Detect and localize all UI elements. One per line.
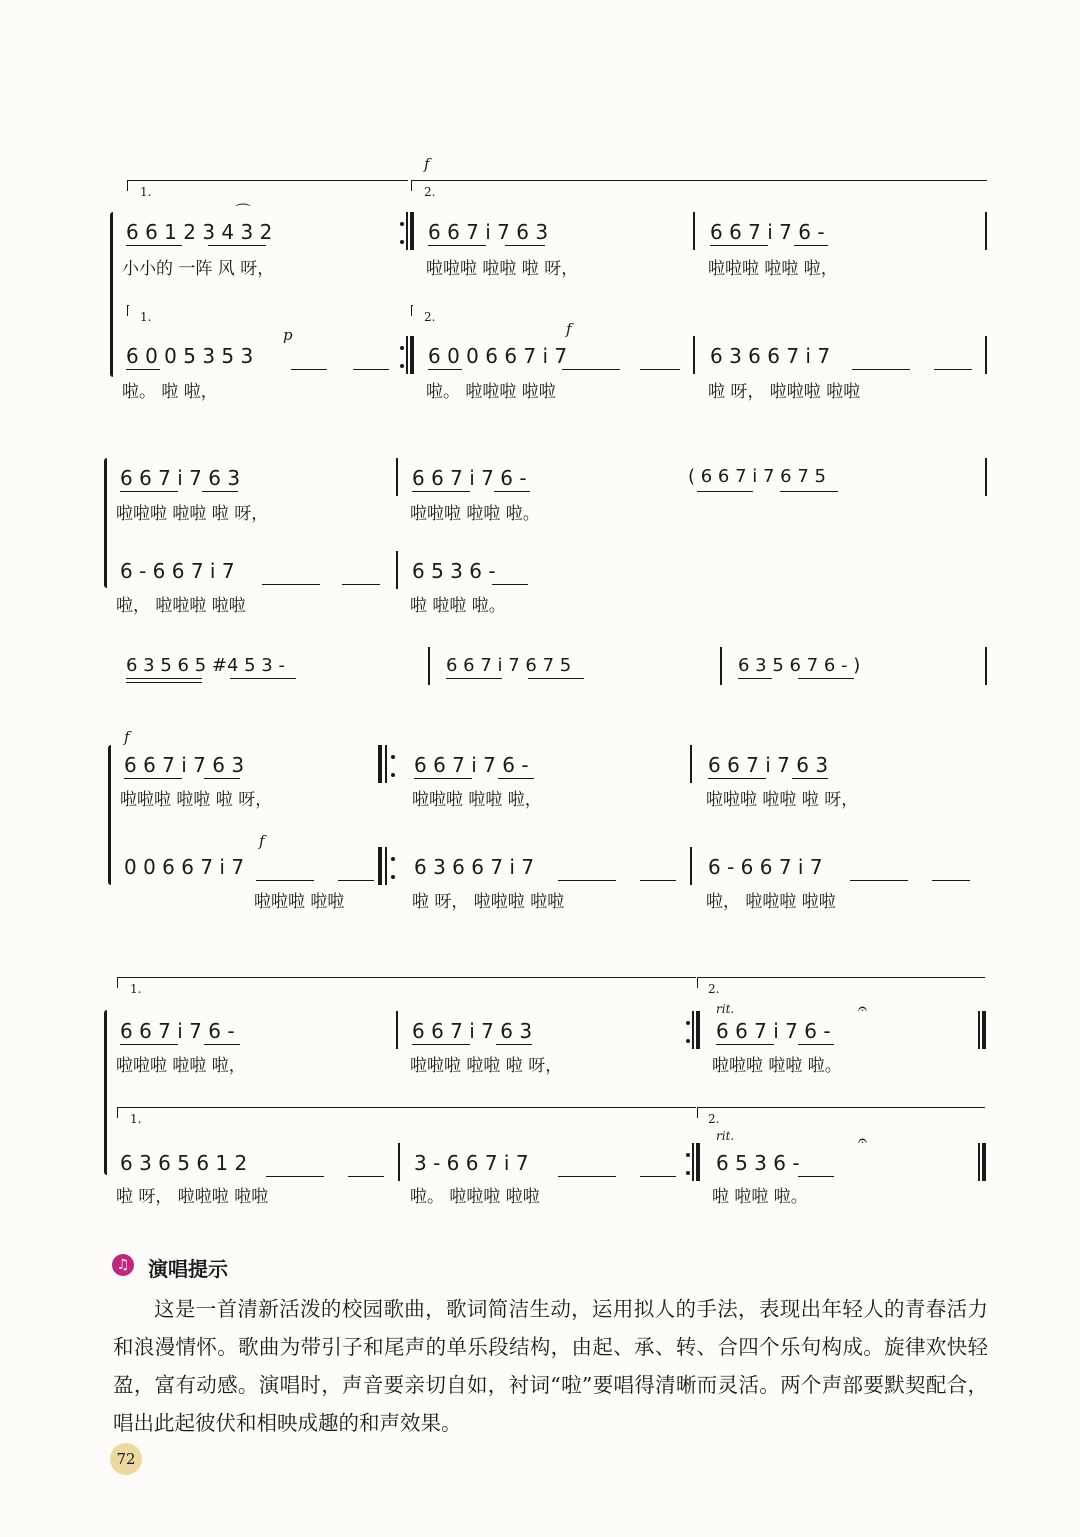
volta-bracket-2 — [697, 977, 985, 988]
dynamic-piano: p — [283, 326, 293, 344]
barline — [396, 1011, 398, 1049]
volta-label-2: 2. — [708, 982, 720, 996]
beam-line — [738, 678, 772, 679]
upper-lyrics-1: 啦啦啦 啦啦 啦 呀， — [120, 790, 273, 810]
barline — [978, 1011, 980, 1049]
barline — [692, 1143, 694, 1181]
barline — [690, 745, 692, 783]
beam-line — [291, 369, 327, 370]
fermata-icon: 𝄐 — [858, 999, 867, 1018]
upper-lyrics-1: 啦啦啦 啦啦 啦， — [116, 1056, 246, 1076]
upper-lyrics-3: 啦啦啦 啦啦 啦 呀， — [706, 790, 859, 810]
beam-line — [120, 1044, 178, 1045]
beam-line — [932, 880, 970, 881]
section-heading: 演唱提示 — [148, 1257, 228, 1281]
beam-line — [505, 245, 545, 246]
volta-label-lower-2: 2. — [424, 310, 436, 324]
system-brace — [110, 212, 113, 377]
upper-notes-measure-1: 6 6 7 i 7 6 - — [120, 1019, 235, 1043]
beam-line — [716, 1044, 774, 1045]
barline — [396, 458, 398, 496]
barline — [985, 336, 987, 374]
beam-line — [202, 491, 238, 492]
beam-line — [126, 245, 182, 246]
repeat-dots — [400, 346, 404, 368]
beam-line — [208, 245, 266, 246]
barline — [406, 212, 408, 250]
interlude-notes-start: ( 6 6 7 i 7 6 7 5 — [688, 466, 826, 487]
lower-notes-measure-2: 6 5 3 6 - — [412, 559, 496, 583]
volta-bracket-1 — [117, 977, 696, 988]
beam-line — [256, 880, 314, 881]
final-barline — [982, 1011, 986, 1049]
repeat-dots — [686, 1153, 690, 1175]
ritardando-mark-lower: rit. — [716, 1129, 735, 1143]
page-number: 72 — [110, 1443, 142, 1475]
lower-lyrics-1: 啦， 啦啦啦 啦啦 — [116, 596, 246, 616]
lower-lyrics-1: 啦。 啦 啦， — [122, 382, 218, 402]
beam-line — [492, 584, 528, 585]
beam-line — [348, 1176, 384, 1177]
beam-line — [446, 678, 502, 679]
barline — [720, 647, 722, 685]
beam-line — [126, 678, 202, 679]
barline — [692, 1011, 694, 1049]
beam-line — [792, 778, 828, 779]
lower-lyrics-2: 啦。 啦啦啦 啦啦 — [426, 382, 556, 402]
barline — [985, 212, 987, 250]
volta-bracket-lower-2 — [697, 1107, 985, 1118]
repeat-dots — [686, 1021, 690, 1043]
upper-lyrics-3: 啦啦啦 啦啦 啦。 — [712, 1056, 842, 1076]
beam-line — [120, 491, 178, 492]
upper-notes-measure-2: 6 6 7 i 7 6 - — [414, 753, 529, 777]
lower-notes-measure-2: 6 0 0 6 6 7 i 7 — [428, 344, 568, 368]
lower-notes-measure-1: 6 - 6 6 7 i 7 — [120, 559, 235, 583]
dynamic-forte-lower: f — [259, 832, 265, 850]
volta-bracket-lower-2 — [411, 305, 413, 316]
volta-label-2: 2. — [424, 185, 436, 199]
fermata-icon: 𝄐 — [858, 1131, 867, 1150]
beam-line — [496, 1044, 532, 1045]
barline — [985, 458, 987, 496]
volta-bracket-lower-1 — [127, 305, 129, 316]
lower-notes-measure-3: 6 3 6 6 7 i 7 — [710, 344, 831, 368]
barline-thick — [378, 847, 382, 885]
lower-lyrics-2: 啦。 啦啦啦 啦啦 — [410, 1187, 540, 1207]
beam-line — [562, 369, 620, 370]
upper-lyrics-2: 啦啦啦 啦啦 啦 呀， — [410, 1056, 563, 1076]
barline — [978, 1143, 980, 1181]
system-brace — [104, 458, 107, 588]
dynamic-forte: f — [124, 728, 130, 746]
upper-lyrics-3: 啦啦啦 啦啦 啦， — [708, 259, 838, 279]
lower-notes-measure-3: 6 - 6 6 7 i 7 — [708, 855, 823, 879]
lower-lyrics-1: 啦啦啦 啦啦 — [254, 892, 345, 912]
upper-lyrics-2: 啦啦啦 啦啦 啦。 — [410, 504, 540, 524]
beam-line — [266, 1176, 324, 1177]
beam-line — [342, 584, 380, 585]
barline-thick — [410, 212, 414, 250]
music-note-icon: ♫ — [112, 1254, 134, 1276]
repeat-dots — [391, 755, 395, 777]
beam-line — [262, 584, 320, 585]
volta-label-1: 1. — [140, 185, 152, 199]
beam-line — [414, 778, 472, 779]
barline — [428, 647, 430, 685]
beam-line — [428, 369, 462, 370]
dynamic-forte-lower: f — [566, 320, 572, 338]
upper-notes-measure-2: 6 6 7 i 7 6 3 — [412, 1019, 533, 1043]
beam-line — [934, 369, 972, 370]
lower-notes-measure-1: 6 0 0 5 3 5 3 — [126, 344, 254, 368]
beam-line — [850, 880, 908, 881]
repeat-dots — [400, 222, 404, 244]
beam-line — [852, 369, 910, 370]
beam-line — [428, 245, 486, 246]
barline — [385, 745, 387, 783]
barline-thick — [696, 1143, 700, 1181]
barline-thick — [696, 1011, 700, 1049]
lower-notes-measure-1: 6 3 6 5 6 1 2 — [120, 1151, 248, 1175]
lower-notes-measure-3: 6 5 3 6 - — [716, 1151, 800, 1175]
barline — [690, 847, 692, 885]
beam-line — [498, 778, 534, 779]
beam-line — [353, 369, 389, 370]
volta-bracket-lower-1 — [117, 1107, 696, 1118]
beam-line — [794, 245, 828, 246]
volta-label-1: 1. — [130, 982, 142, 996]
interlude-notes-measure-2: 6 6 7 i 7 6 7 5 — [446, 655, 572, 676]
dynamic-forte: f — [424, 155, 430, 173]
beam-line — [412, 491, 470, 492]
lower-lyrics-3: 啦， 啦啦啦 啦啦 — [706, 892, 836, 912]
final-barline — [982, 1143, 986, 1181]
beam-line — [798, 1176, 834, 1177]
singing-tips-paragraph: 这是一首清新活泼的校园歌曲，歌词简洁生动，运用拟人的手法，表现出年轻人的青春活力和浪漫情怀。歌曲为带引子和尾声的单乐段结构，由起、承、转、合四个乐句构成。旋律欢快轻盈，富有动感。演唱时，声音要亲切自如，衬词“啦”要唱得清晰而灵活。两个声部要默契配合，唱出此起彼伏和相映成趣的和声效果。 — [113, 1297, 988, 1435]
beam-line — [126, 682, 202, 683]
interlude-notes-measure-3: 6 3 5 6 7 6 - ) — [738, 655, 861, 676]
barline — [385, 847, 387, 885]
barline — [693, 212, 695, 250]
barline — [396, 551, 398, 589]
lower-lyrics-3: 啦 啦啦 啦。 — [712, 1187, 808, 1207]
beam-line — [124, 778, 182, 779]
ritardando-mark: rit. — [716, 1002, 735, 1016]
lower-notes-measure-2: 6 3 6 6 7 i 7 — [414, 855, 535, 879]
beam-line — [640, 369, 680, 370]
barline — [693, 336, 695, 374]
lower-lyrics-3: 啦 呀， 啦啦啦 啦啦 — [708, 382, 861, 402]
lower-notes-measure-2: 3 - 6 6 7 i 7 — [414, 1151, 529, 1175]
barline — [985, 647, 987, 685]
beam-line — [710, 245, 768, 246]
beam-line — [640, 1176, 676, 1177]
upper-lyrics-1: 小小的 一阵 风 呀， — [122, 259, 275, 279]
upper-notes-measure-3: 6 6 7 i 7 6 - — [710, 220, 825, 244]
beam-line — [697, 491, 753, 492]
beam-line — [338, 880, 374, 881]
volta-bracket-1 — [127, 180, 408, 191]
volta-label-lower-1: 1. — [130, 1112, 142, 1126]
upper-lyrics-2: 啦啦啦 啦啦 啦 呀， — [426, 259, 579, 279]
upper-notes-measure-3: 6 6 7 i 7 6 3 — [708, 753, 829, 777]
beam-line — [204, 778, 240, 779]
volta-label-lower-2: 2. — [708, 1112, 720, 1126]
beam-line — [230, 678, 296, 679]
beam-line — [412, 1044, 470, 1045]
lower-notes-measure-1: 0 0 6 6 7 i 7 — [124, 855, 245, 879]
interlude-notes-measure-1: 6 3 5 6 5 #4 5 3 - — [126, 655, 285, 676]
beam-line — [494, 491, 530, 492]
barline — [406, 336, 408, 374]
beam-line — [780, 491, 838, 492]
system-brace — [104, 1010, 107, 1175]
beam-line — [126, 369, 160, 370]
barline-thick — [410, 336, 414, 374]
beam-line — [528, 678, 584, 679]
volta-bracket-2 — [411, 180, 987, 191]
lower-lyrics-1: 啦 呀， 啦啦啦 啦啦 — [116, 1187, 269, 1207]
upper-notes-measure-2: 6 6 7 i 7 6 - — [412, 466, 527, 490]
upper-notes-measure-1: 6 6 7 i 7 6 3 — [120, 466, 241, 490]
beam-line — [558, 880, 616, 881]
beam-line — [798, 678, 854, 679]
system-brace — [108, 745, 111, 885]
slur-mark: ⌒ — [235, 202, 252, 221]
beam-line — [708, 778, 766, 779]
upper-lyrics-1: 啦啦啦 啦啦 啦 呀， — [116, 504, 269, 524]
barline-thick — [378, 745, 382, 783]
lower-lyrics-2: 啦 啦啦 啦。 — [410, 596, 506, 616]
upper-notes-measure-2: 6 6 7 i 7 6 3 — [428, 220, 549, 244]
repeat-dots — [391, 857, 395, 879]
beam-line — [558, 1176, 616, 1177]
upper-lyrics-2: 啦啦啦 啦啦 啦， — [412, 790, 542, 810]
barline — [398, 1143, 400, 1181]
upper-notes-measure-3: 6 6 7 i 7 6 - — [716, 1019, 831, 1043]
volta-label-lower-1: 1. — [140, 310, 152, 324]
beam-line — [640, 880, 676, 881]
beam-line — [798, 1044, 834, 1045]
beam-line — [204, 1044, 240, 1045]
upper-notes-measure-1: 6 6 1 2 3 4 3 2 — [126, 220, 273, 244]
upper-notes-measure-1: 6 6 7 i 7 6 3 — [124, 753, 245, 777]
lower-lyrics-2: 啦 呀， 啦啦啦 啦啦 — [412, 892, 565, 912]
